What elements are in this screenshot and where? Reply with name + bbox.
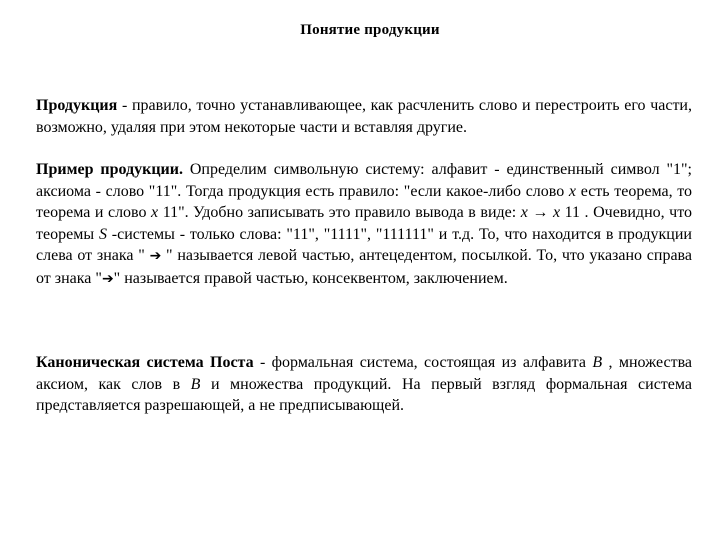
example-text-2: есть теорема, то теорема и слово: [36, 182, 693, 221]
example-text-3: ". Удобно записывать это правило вывода в виде:: [178, 204, 521, 221]
variable-b-2: B: [190, 375, 201, 393]
post-system-term: Каноническая система Поста: [36, 354, 254, 371]
rule-rhs: x: [552, 204, 561, 221]
post-text-2: , множества аксиом, как слов в: [36, 354, 693, 393]
slide-title: Понятие продукции: [300, 22, 440, 38]
example-text-4: . Очевидно, что теоремы: [36, 204, 693, 243]
arrow-icon-2: ➔: [101, 270, 114, 287]
variable-x: x: [568, 182, 577, 200]
example-text-7: " называется правой частью, консеквентом, заключением.: [113, 269, 508, 287]
example-text-6: " называется левой частью, антецедентом, посылкой. То, что указано справа от знака ": [36, 247, 692, 287]
definition-paragraph: [36, 95, 692, 138]
example-text-5: -системы - только слова: "11", "1111", "111111" и т.д. То, что находится в продукции слева от знака ": [36, 225, 692, 264]
expression-x: x: [151, 204, 159, 221]
post-text-1: - формальная система, состоящая из алфавита: [253, 354, 593, 371]
definition-term: Продукция: [36, 97, 118, 114]
arrow-icon: ➔: [149, 248, 162, 264]
rule-arrow: →: [527, 204, 553, 221]
post-system-paragraph: [36, 352, 692, 417]
variable-b: B: [592, 354, 603, 371]
rule-lhs: x: [520, 204, 528, 221]
example-paragraph: [36, 159, 692, 290]
example-text-1: Определим символьную систему: алфавит - единственный символ "1"; аксиома - слово "11". Тогда продукция есть правило: "если какое-либо слово: [36, 161, 692, 200]
variable-s: S: [98, 225, 107, 243]
example-heading: Пример продукции.: [36, 161, 183, 178]
post-text-3: и множества продукций. На первый взгляд формальная система представляется разрешающей, а не предписывающей.: [36, 375, 693, 414]
definition-text: - правило, точно устанавливающее, как расчленить слово и перестроить его части, возможно, удаляя при этом некоторые части и вставляя другие.: [36, 97, 692, 136]
expression-x-tail: 11: [158, 204, 179, 221]
rule-rhs-tail: 11: [560, 204, 581, 221]
